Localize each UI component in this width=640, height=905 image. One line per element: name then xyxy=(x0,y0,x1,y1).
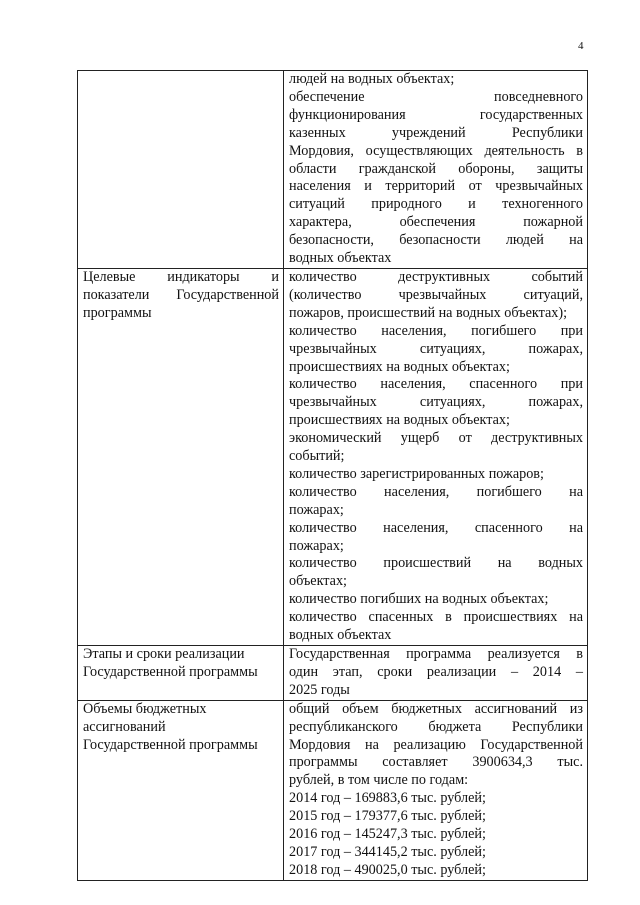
table-row xyxy=(78,71,588,269)
value-line: населения и территорий от чрезвычайных xyxy=(289,178,583,195)
label-line: Государственной программы xyxy=(83,736,258,753)
value-line: казенных учреждений Республики xyxy=(289,124,583,141)
table-body xyxy=(78,71,588,881)
value-line: функционирования государственных xyxy=(289,106,583,123)
row-label-cell xyxy=(78,268,284,645)
value-line: (количество чрезвычайных ситуаций, xyxy=(289,286,583,303)
page-number: 4 xyxy=(578,40,584,52)
value-line: 2025 годы xyxy=(289,681,350,698)
value-line: водных объектах xyxy=(289,250,392,267)
value-line: области гражданской обороны, защиты xyxy=(289,160,583,177)
value-line: Государственная программа реализуется в xyxy=(289,646,583,662)
value-line: 2015 год – 179377,6 тыс. рублей; xyxy=(289,808,486,825)
value-line: количество населения, погибшего при xyxy=(289,322,583,339)
value-line: происшествиях на водных объектах; xyxy=(289,358,510,375)
label-line: ассигнований xyxy=(83,718,166,735)
value-line: происшествиях на водных объектах; xyxy=(289,412,510,429)
row-label-cell xyxy=(78,700,284,880)
value-line: количество происшествий на водных xyxy=(289,555,583,572)
value-line: количество деструктивных событий xyxy=(289,268,583,285)
value-line: водных объектах xyxy=(289,627,392,644)
value-line: республиканского бюджета Республики xyxy=(289,718,583,735)
value-line: количество погибших на водных объектах; xyxy=(289,591,549,608)
row-value-cell xyxy=(284,71,588,269)
value-line: чрезвычайных ситуациях, пожарах, xyxy=(289,340,583,357)
value-line: один этап, сроки реализации – 2014 – xyxy=(289,663,583,680)
value-line: 2018 год – 490025,0 тыс. рублей; xyxy=(289,861,486,878)
value-line: пожаров, происшествий на водных объектах); xyxy=(289,304,568,321)
value-line: характера, обеспечения пожарной xyxy=(289,214,583,231)
value-line: 2014 год – 169883,6 тыс. рублей; xyxy=(289,790,486,807)
row-label-cell xyxy=(78,646,284,701)
value-line: 2017 год – 344145,2 тыс. рублей; xyxy=(289,843,486,860)
value-line: людей на водных объектах; xyxy=(289,71,455,87)
value-line: обеспечение повседневного xyxy=(289,88,583,105)
value-line: общий объем бюджетных ассигнований из xyxy=(289,700,583,717)
value-line: безопасности, безопасности людей на xyxy=(289,232,583,249)
label-line: показатели Государственной xyxy=(83,286,279,303)
value-line: количество населения, погибшего на xyxy=(289,483,583,500)
label-line: Этапы и сроки реализации xyxy=(83,646,245,662)
value-line: количество спасенных в происшествиях на xyxy=(289,609,583,626)
value-line: Мордовия на реализацию Государственной xyxy=(289,736,583,753)
row-label-cell xyxy=(78,71,284,269)
table-row xyxy=(78,700,588,880)
value-line: рублей, в том числе по годам: xyxy=(289,772,469,789)
value-line: 2016 год – 145247,3 тыс. рублей; xyxy=(289,826,486,843)
table-row xyxy=(78,268,588,645)
value-line: ситуаций природного и техногенного xyxy=(289,196,583,213)
value-line: пожарах; xyxy=(289,501,344,518)
label-line: программы xyxy=(83,304,152,321)
value-line: событий; xyxy=(289,448,345,465)
label-line: Государственной программы xyxy=(83,663,258,680)
value-line: Мордовия, осуществляющих деятельность в xyxy=(289,142,583,159)
value-line: количество населения, спасенного на xyxy=(289,519,583,536)
row-value-cell xyxy=(284,646,588,701)
table-row xyxy=(78,646,588,701)
program-passport-table xyxy=(77,70,588,881)
row-value-cell xyxy=(284,268,588,645)
value-line: количество населения, спасенного при xyxy=(289,376,583,393)
label-line: Объемы бюджетных xyxy=(83,700,207,717)
value-line: объектах; xyxy=(289,573,348,590)
value-line: количество зарегистрированных пожаров; xyxy=(289,465,544,482)
value-line: экономический ущерб от деструктивных xyxy=(289,430,583,447)
row-value-cell xyxy=(284,700,588,880)
label-line: Целевые индикаторы и xyxy=(83,268,279,285)
value-line: программы составляет 3900634,3 тыс. xyxy=(289,754,583,771)
value-line: пожарах; xyxy=(289,537,344,554)
value-line: чрезвычайных ситуациях, пожарах, xyxy=(289,394,583,411)
